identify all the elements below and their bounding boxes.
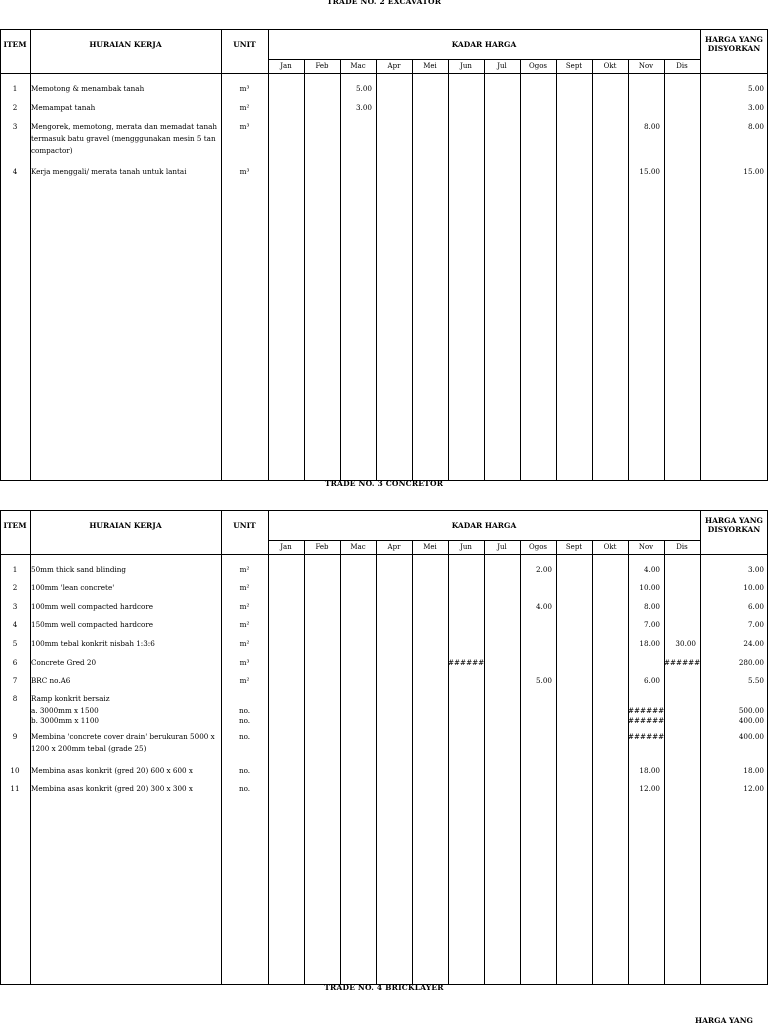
rate-nov: ###### [628, 732, 665, 741]
item-number: 1 [12, 84, 18, 93]
month-header-okt: Okt [603, 543, 617, 551]
item-number: 10 [10, 766, 20, 775]
month-header-okt: Okt [603, 62, 617, 70]
item-description: Memampat tanah [31, 103, 96, 112]
month-rule [304, 59, 305, 481]
rate-nov: ###### [628, 716, 665, 725]
rate-ogos: 5.00 [535, 676, 552, 685]
rate-nov: 18.00 [639, 639, 660, 648]
item-description: b. 3000mm x 1100 [31, 716, 100, 725]
item-description: Mengorek, memotong, merata dan memadat tanah termasuk batu gravel (mengggunakan mesin 5 tan compactor) [31, 122, 218, 155]
item-description: Concrete Gred 20 [31, 658, 97, 667]
item-header: ITEM [3, 39, 27, 49]
item-number: 7 [12, 676, 18, 685]
item-unit: no. [238, 716, 251, 725]
item-unit: no. [238, 732, 251, 741]
item-unit: m² [239, 602, 250, 611]
month-rule [664, 59, 665, 481]
suggested-price: 10.00 [743, 583, 764, 592]
month-header-apr: Apr [387, 543, 401, 551]
suggested-price: 8.00 [747, 122, 764, 131]
month-rule [484, 59, 485, 481]
month-header-dis: Dis [676, 62, 688, 70]
rate-nov: 18.00 [639, 766, 660, 775]
suggested-price: 5.00 [747, 84, 764, 93]
rate-nov: 4.00 [643, 565, 660, 574]
rate-nov: 6.00 [643, 676, 660, 685]
item-number: 4 [12, 167, 18, 176]
trade-3-table [0, 510, 768, 985]
month-header-jul: Jul [497, 62, 507, 70]
harga-header: HARGA YANG DISYORKAN [705, 35, 763, 53]
item-unit: m³ [239, 84, 250, 93]
rate-nov: 7.00 [643, 620, 660, 629]
item-header: ITEM [3, 520, 27, 530]
month-rule [484, 540, 485, 985]
month-header-feb: Feb [315, 543, 329, 551]
rate-mac: 3.00 [355, 103, 372, 112]
month-rule [520, 59, 521, 481]
month-header-feb: Feb [315, 62, 329, 70]
suggested-price: 24.00 [743, 639, 764, 648]
month-header-ogos: Ogos [528, 543, 548, 551]
column-rule [268, 510, 269, 985]
item-unit: m² [239, 103, 250, 112]
item-description: 100mm 'lean concrete' [31, 583, 115, 592]
month-header-mac: Mac [350, 543, 366, 551]
item-unit: m² [239, 565, 250, 574]
item-number: 11 [10, 784, 20, 793]
rate-dis: ###### [664, 658, 701, 667]
month-header-ogos: Ogos [528, 62, 548, 70]
rate-nov: 8.00 [643, 602, 660, 611]
month-rule [340, 59, 341, 481]
suggested-price: 12.00 [743, 784, 764, 793]
rate-nov: 8.00 [643, 122, 660, 131]
month-rule [412, 540, 413, 985]
item-number: 3 [12, 602, 18, 611]
huraian-header: HURAIAN KERJA [89, 39, 162, 49]
header-bottom-rule [0, 554, 768, 555]
item-description: 100mm tebal konkrit nisbah 1:3:6 [31, 639, 155, 648]
item-unit: m² [239, 620, 250, 629]
month-rule [592, 59, 593, 481]
item-unit: m³ [239, 658, 250, 667]
item-description: 150mm well compacted hardcore [31, 620, 154, 629]
suggested-price: 400.00 [738, 732, 764, 741]
month-header-nov: Nov [638, 62, 654, 70]
rate-mac: 5.00 [355, 84, 372, 93]
item-description: Memotong & menambak tanah [31, 84, 145, 93]
item-number: 2 [12, 583, 18, 592]
item-unit: m² [239, 676, 250, 685]
item-number: 3 [12, 122, 18, 131]
column-rule [700, 29, 701, 481]
month-rule [304, 540, 305, 985]
month-header-jul: Jul [497, 543, 507, 551]
item-number: 9 [12, 732, 18, 741]
month-header-apr: Apr [387, 62, 401, 70]
item-description: a. 3000mm x 1500 [31, 706, 99, 715]
rate-ogos: 2.00 [535, 565, 552, 574]
suggested-price: 500.00 [738, 706, 764, 715]
month-header-mei: Mei [423, 62, 437, 70]
month-rule [592, 540, 593, 985]
harga-header: HARGA YANG DISYORKAN [705, 516, 763, 534]
suggested-price: 280.00 [738, 658, 764, 667]
item-description: 50mm thick sand blinding [31, 565, 126, 574]
month-header-dis: Dis [676, 543, 688, 551]
month-header-jun: Jun [460, 62, 472, 70]
item-number: 5 [12, 639, 18, 648]
suggested-price: 6.00 [747, 602, 764, 611]
suggested-price: 7.00 [747, 620, 764, 629]
suggested-price: 3.00 [747, 103, 764, 112]
month-rule [556, 540, 557, 985]
item-description: Ramp konkrit bersaiz [31, 694, 110, 703]
rate-nov: 10.00 [639, 583, 660, 592]
item-unit: no. [238, 706, 251, 715]
item-unit: m² [239, 639, 250, 648]
month-rule [376, 540, 377, 985]
suggested-price: 5.50 [747, 676, 764, 685]
item-description: Membina 'concrete cover drain' berukuran 5000 x 1200 x 200mm tebal (grade 25) [31, 732, 215, 753]
suggested-price: 400.00 [738, 716, 764, 725]
kadar-header: KADAR HARGA [451, 520, 517, 530]
header-bottom-rule [0, 73, 768, 74]
rate-dis: 30.00 [675, 639, 696, 648]
rate-nov: 15.00 [639, 167, 660, 176]
rate-nov: ###### [628, 706, 665, 715]
item-unit: no. [238, 766, 251, 775]
rate-nov: 12.00 [639, 784, 660, 793]
item-number: 6 [12, 658, 18, 667]
column-rule [0, 29, 1, 481]
item-description: Membina asas konkrit (gred 20) 300 x 300 x [31, 784, 193, 793]
trade-3-title: TRADE NO. 3 CONCRETOR [324, 479, 444, 488]
suggested-price: 18.00 [743, 766, 764, 775]
trade-4-title: TRADE NO. 4 BRICKLAYER [324, 983, 444, 992]
item-unit: no. [238, 784, 251, 793]
kadar-rule [268, 540, 700, 541]
month-rule [340, 540, 341, 985]
kadar-rule [268, 59, 700, 60]
month-header-nov: Nov [638, 543, 654, 551]
item-unit: m² [239, 583, 250, 592]
item-number: 4 [12, 620, 18, 629]
item-description: Kerja menggali/ merata tanah untuk lantai [31, 167, 187, 176]
suggested-price: 3.00 [747, 565, 764, 574]
column-rule [30, 29, 31, 481]
trade-4-table [0, 1014, 768, 1026]
item-number: 2 [12, 103, 18, 112]
month-header-mei: Mei [423, 543, 437, 551]
huraian-header: HURAIAN KERJA [89, 520, 162, 530]
item-description: Membina asas konkrit (gred 20) 600 x 600 x [31, 766, 193, 775]
month-header-jun: Jun [460, 543, 472, 551]
trade-2-table [0, 29, 768, 481]
trade-2-title: TRADE NO. 2 EXCAVATOR [326, 0, 442, 6]
month-rule [412, 59, 413, 481]
item-number: 1 [12, 565, 18, 574]
item-number: 8 [12, 694, 18, 703]
column-rule [221, 29, 222, 481]
month-header-sept: Sept [565, 543, 583, 551]
unit-header: UNIT [233, 520, 256, 530]
month-rule [556, 59, 557, 481]
item-description: 100mm well compacted hardcore [31, 602, 154, 611]
rate-ogos: 4.00 [535, 602, 552, 611]
month-header-jan: Jan [280, 543, 292, 551]
suggested-price: 15.00 [743, 167, 764, 176]
month-rule [448, 59, 449, 481]
column-rule [268, 29, 269, 481]
month-rule [448, 540, 449, 985]
item-description: BRC no.A6 [31, 676, 71, 685]
month-header-mac: Mac [350, 62, 366, 70]
month-rule [664, 540, 665, 985]
item-unit: m³ [239, 122, 250, 131]
rate-jun: ###### [448, 658, 485, 667]
harga-header: HARGA YANG [695, 1016, 753, 1025]
item-unit: m³ [239, 167, 250, 176]
kadar-header: KADAR HARGA [451, 39, 517, 49]
month-header-sept: Sept [565, 62, 583, 70]
unit-header: UNIT [233, 39, 256, 49]
month-rule [376, 59, 377, 481]
month-header-jan: Jan [280, 62, 292, 70]
